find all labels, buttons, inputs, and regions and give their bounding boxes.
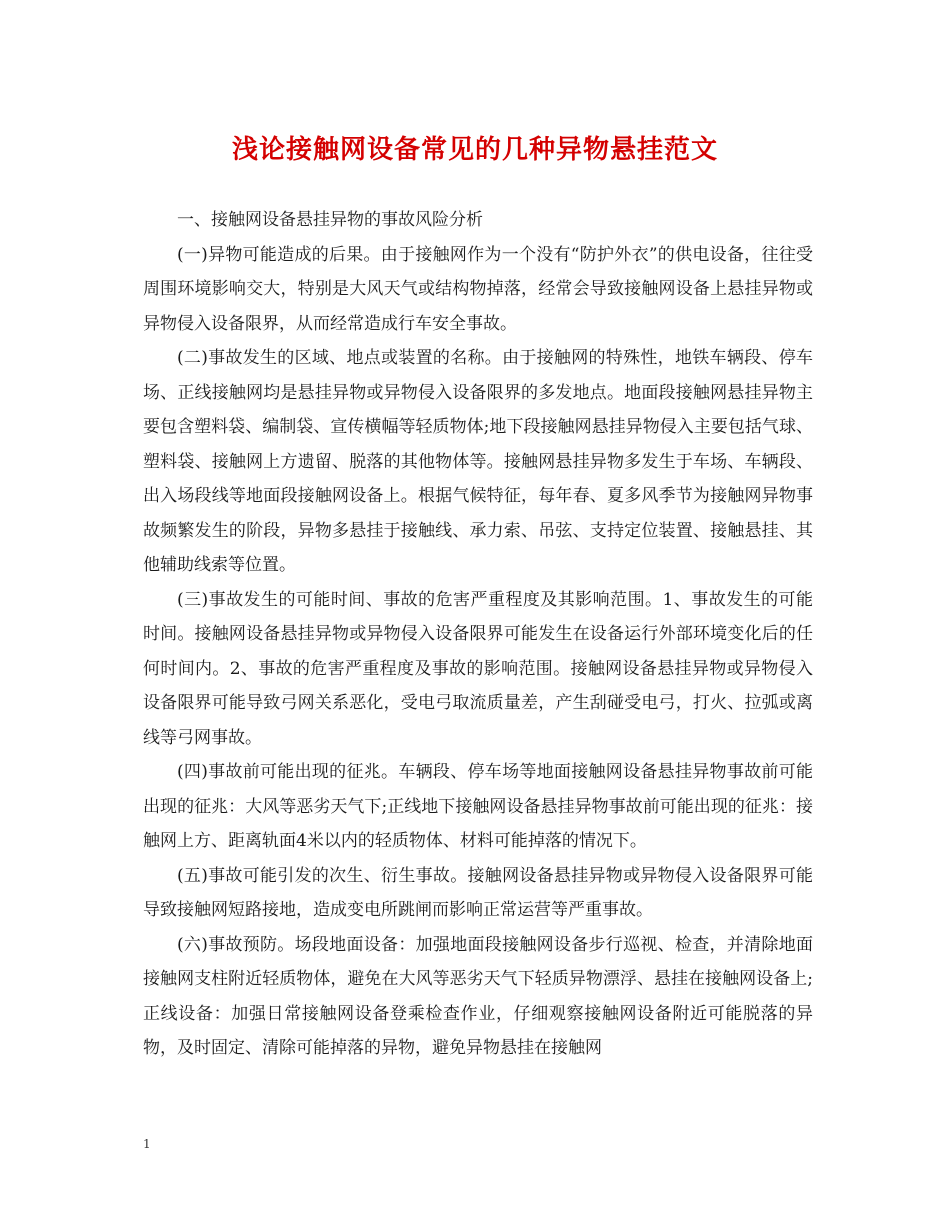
paragraph: (三)事故发生的可能时间、事故的危害严重程度及其影响范围。1、事故发生的可能时间。接触网设备悬挂异物或异物侵入设备限界可能发生在设备运行外部环境变化后的任何时间内。2、事故的危害严重程度及事故的影响范围。接触网设备悬挂异物或异物侵入设备限界可能导致弓网关系恶化，受电弓取流质量差，产生刮碰受电弓，打火、拉弧或离线等弓网事故。 [143, 589, 813, 748]
document-title: 浅论接触网设备常见的几种异物悬挂范文 [231, 135, 718, 165]
paragraph: (一)异物可能造成的后果。由于接触网作为一个没有“防护外衣”的供电设备，往往受周围环境影响交大，特别是大风天气或结构物掉落，经常会导致接触网设备上悬挂异物或异物侵入设备限界，从而经常造成行车安全事故。 [143, 244, 813, 334]
page-number: 1 [143, 1137, 151, 1151]
section-heading: 一、接触网设备悬挂异物的事故风险分析 [177, 210, 483, 230]
paragraph: (二)事故发生的区域、地点或装置的名称。由于接触网的特殊性，地铁车辆段、停车场、正线接触网均是悬挂异物或异物侵入设备限界的多发地点。地面段接触网悬挂异物主要包含塑料袋、编制袋、宣传横幅等轻质物体;地下段接触网悬挂异物侵入主要包括气球、塑料袋、接触网上方遗留、脱落的其他物体等。接触网悬挂异物多发生于车场、车辆段、出入场段线等地面段接触网设备上。根据气候特征，每年春、夏多风季节为接触网异物事故频繁发生的阶段，异物多悬挂于接触线、承力索、吊弦、支持定位装置、接触悬挂、其他辅助线索等位置。 [143, 348, 813, 575]
paragraph: (四)事故前可能出现的征兆。车辆段、停车场等地面接触网设备悬挂异物事故前可能出现的征兆：大风等恶劣天气下;正线地下接触网设备悬挂异物事故前可能出现的征兆：接触网上方、距离轨面4米以内的轻质物体、材料可能掉落的情况下。 [143, 762, 813, 851]
paragraph: (六)事故预防。场段地面设备：加强地面段接触网设备步行巡视、检查，并清除地面接触网支柱附近轻质物体，避免在大风等恶劣天气下轻质异物漂浮、悬挂在接触网设备上;正线设备：加强日常接触网设备登乘检查作业，仔细观察接触网设备附近可能脱落的异物，及时固定、清除可能掉落的异物，避免异物悬挂在接触网 [143, 934, 813, 1058]
document-body [143, 203, 813, 1066]
paragraph: (五)事故可能引发的次生、衍生事故。接触网设备悬挂异物或异物侵入设备限界可能导致接触网短路接地，造成变电所跳闸而影响正常运营等严重事故。 [143, 865, 813, 920]
